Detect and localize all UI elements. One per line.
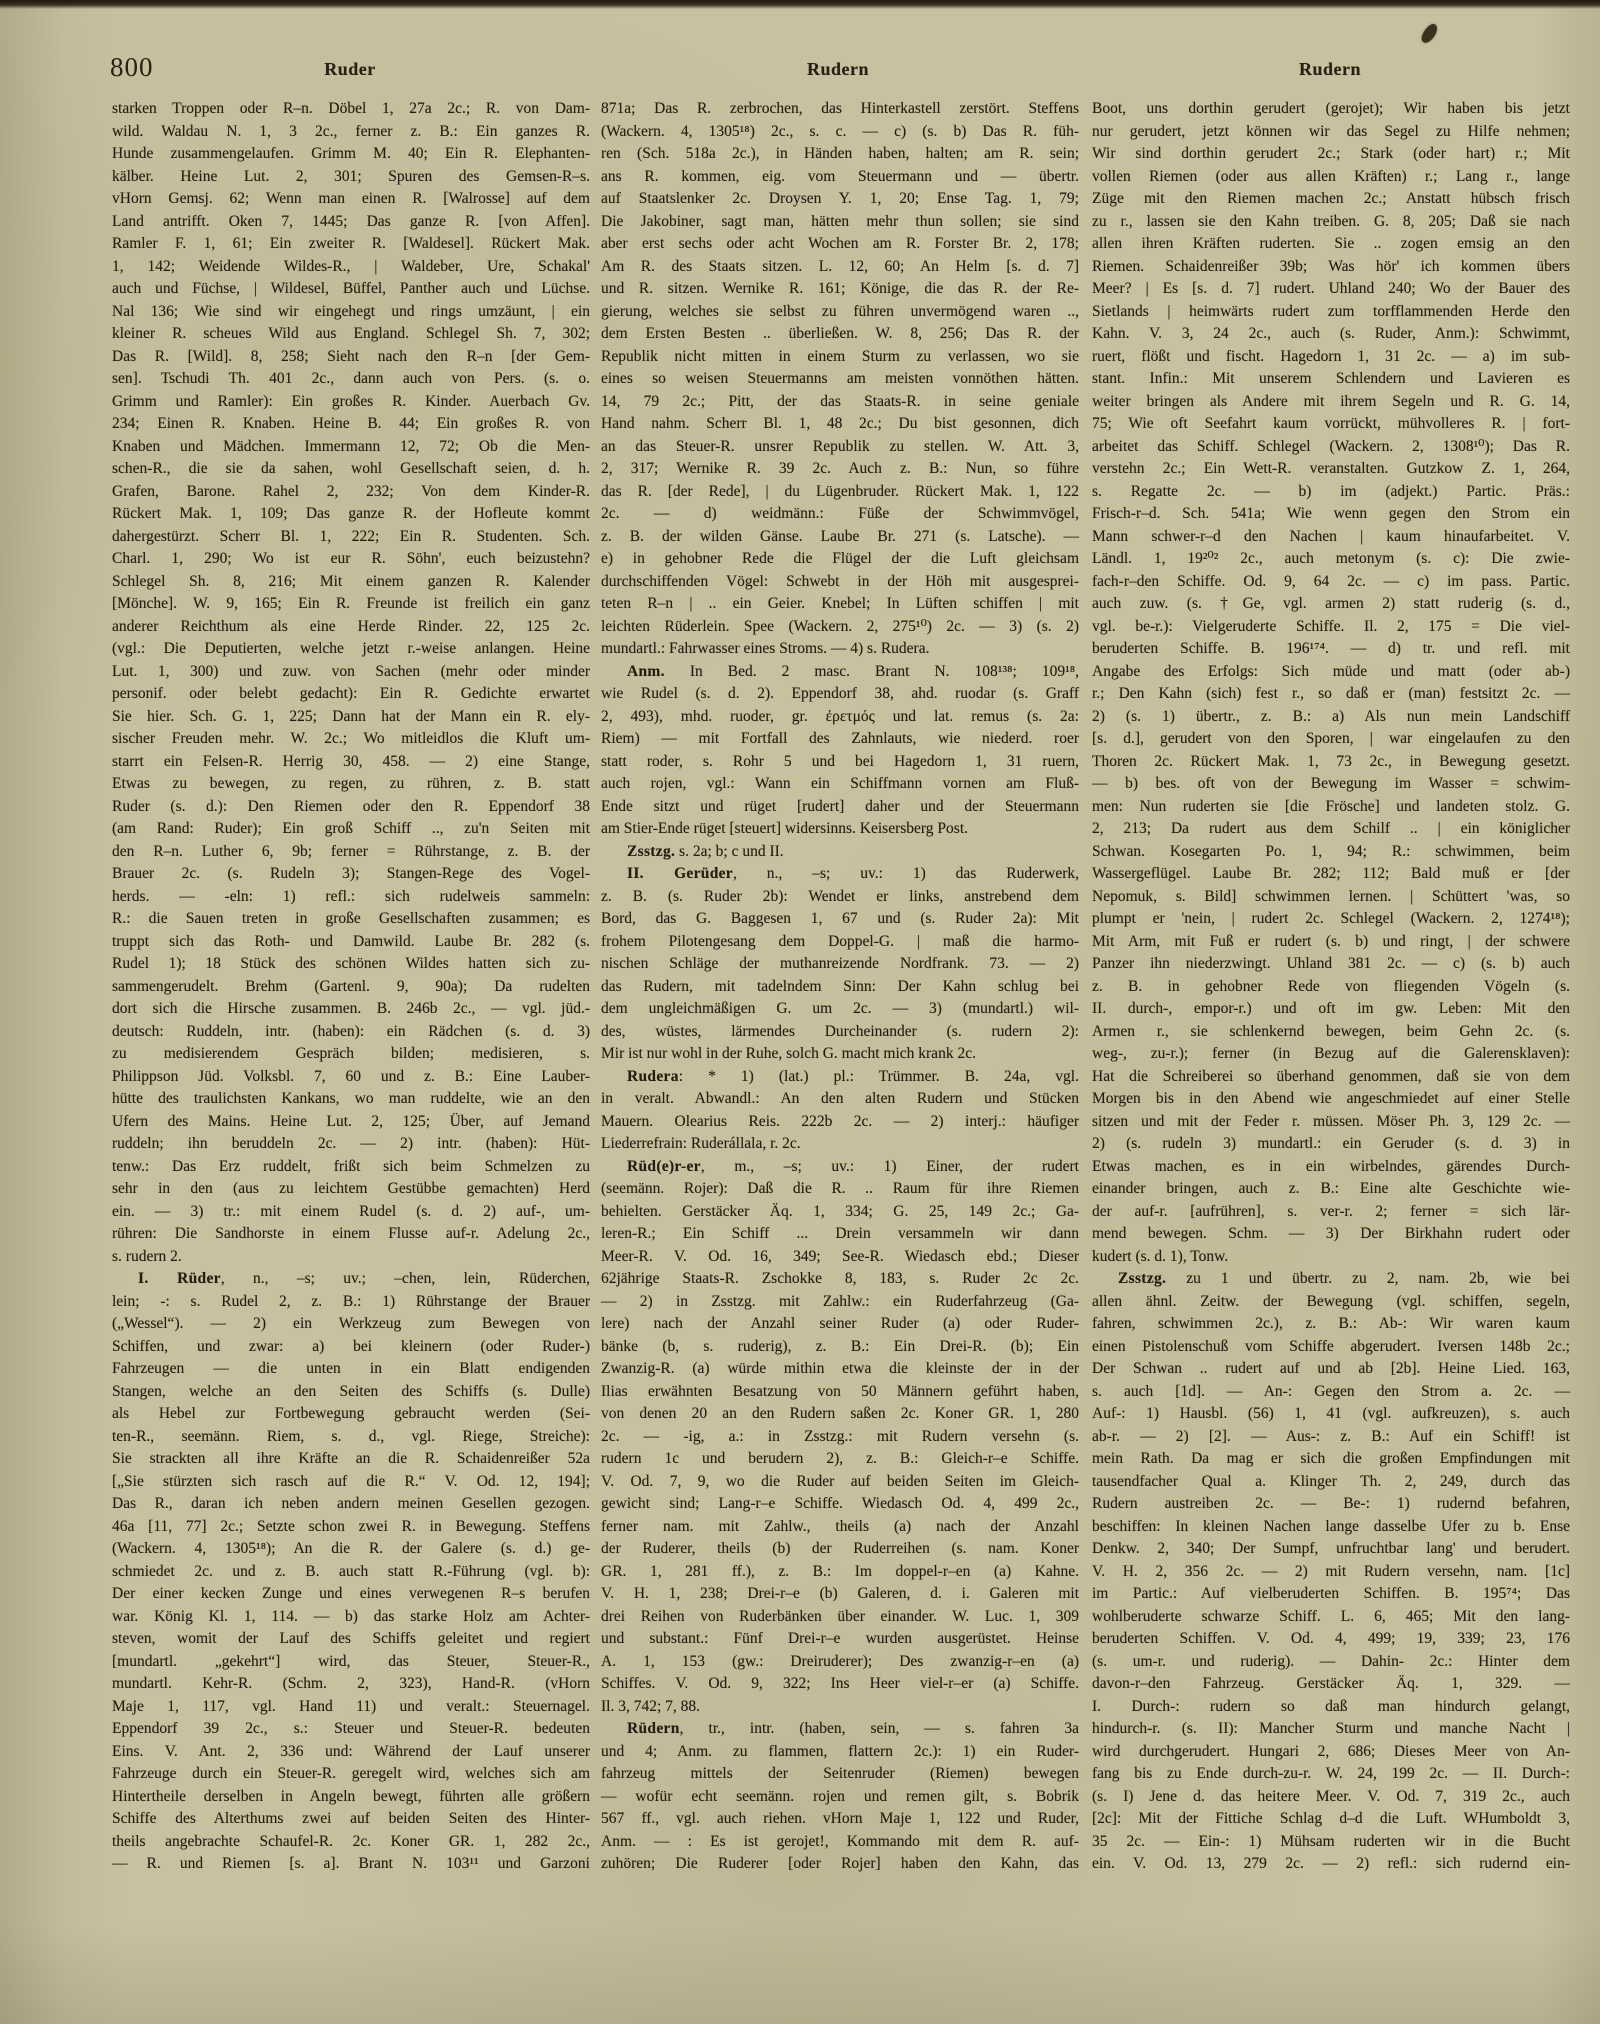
text-line: Schlegel Sh. 8, 216; Mit einem ganzen R. Kalender (112, 572, 590, 590)
text-line: kudert (s. d. 1), Tonw. (1092, 1247, 1229, 1265)
text-line: vHorn Gemsj. 62; Wenn man einen R. [Walrosse] auf dem (112, 190, 590, 207)
text-line: Morgen bis in den Abend wie angeschmiedet auf einer Stelle (1092, 1090, 1570, 1107)
text-line: nur gerudert, jetzt können wir das Segel zu Hilfe nehmen; (1092, 122, 1570, 140)
ink-blot (1419, 22, 1440, 45)
text-line: war. König Kl. 1, 114. — b) das starke Holz am Achter- (112, 1607, 590, 1625)
text-line: drei Reihen von Ruderbänken über einander. W. Luc. 1, 309 (601, 1607, 1079, 1625)
text-line: mend bewegen. Schm. — 3) Der Birkhahn rudert oder (1092, 1225, 1570, 1242)
text-line: beruderten Schiffen. V. Od. 4, 499; 19, 339; 23, 176 (1092, 1630, 1570, 1647)
text-line: Das R. [Wild]. 8, 258; Sieht nach den R–n [der Gem- (112, 347, 590, 365)
text-line: starken Troppen oder R–n. Döbel 1, 27a 2c.; R. von Dam- (112, 100, 590, 117)
text-line: ab-r. — 2) [2]. — Aus-: z. B.: Auf ein Schiff! ist (1092, 1427, 1570, 1445)
text-line: dem ungleichmäßigen G. um 2c. — 3) (mundartl.) wil- (601, 1000, 1079, 1017)
text-line: (Wackern. 4, 1305¹⁸) 2c., s. c. — c) (s. b) Das R. füh- (601, 122, 1079, 140)
text-line: Thoren 2c. Rückert Mak. 1, 73 2c., in Bewegung gesetzt. (1092, 752, 1570, 770)
text-line: Hunde zusammengelaufen. Grimm M. 40; Ein R. Elephanten- (112, 145, 590, 162)
text-line: behielten. Gerstäcker Äq. 1, 334; G. 25, 149 2c.; Ga- (601, 1202, 1079, 1220)
text-line: — R. und Riemen [s. a]. Brant N. 103¹¹ und Garzoni (112, 1855, 590, 1872)
text-line: schmiedet 2c. und z. B. auch statt R.-Führung (vgl. b): (112, 1562, 590, 1580)
text-line: [Mönche]. W. 9, 165; Ein R. Freunde ist freilich ein ganz (112, 595, 590, 612)
text-line: stant. Infin.: Mit unserem Schlendern und Lavieren es (1092, 370, 1570, 387)
text-line: sammengerudelt. Brehm (Gartenl. 9, 90a); Da rudelten (112, 977, 590, 995)
text-line: Knaben und Mädchen. Immermann 12, 72; Ob die Men- (112, 437, 590, 455)
text-line: Hintertheile derselben in Angeln bewegt, führten alle größern (112, 1787, 590, 1805)
text-line: lere) nach der Anzahl seiner Ruder (a) oder Ruder- (601, 1315, 1079, 1332)
text-line: Maje 1, 117, vgl. Hand 11) und veralt.: Steuernagel. (112, 1697, 590, 1715)
text-line: ferner nam. mit Zahlw., theils (a) nach der Anzahl (601, 1517, 1079, 1535)
text-line: Rudern austreiben 2c. — Be-: 1) rudernd befahren, (1092, 1495, 1570, 1512)
text-line: 2, 317; Wernike R. 39 2c. Auch z. B.: Nun, so führe (601, 460, 1079, 477)
text-line: dort sich die Hirsche zusammen. B. 246b 2c., — vgl. jüd.- (112, 1000, 590, 1017)
text-line: z. B. der wilden Gänse. Laube Br. 271 (s. Latsche). — (601, 527, 1079, 545)
text-line: R.: die Sauen treten in große Gesellschaften zusammen; es (112, 910, 590, 927)
text-line: 35 2c. — Ein-: 1) Mühsam ruderten wir in die Bucht (1092, 1832, 1570, 1850)
text-line: theils angebrachte Schaufel-R. 2c. Koner GR. 1, 282 2c., (112, 1832, 590, 1850)
text-line: als Hebel zur Fortbewegung gebraucht werden (Sei- (112, 1405, 590, 1422)
text-line: ren (Sch. 518a 2c.), in Händen haben, halten; am R. sein; (601, 145, 1079, 162)
paragraph (601, 661, 1079, 841)
text-line: bänke (b, s. ruderig), z. B.: Ein Drei-R. (b); Ein (601, 1337, 1079, 1355)
text-line: Meer? | Es [s. d. 7] rudert. Uhland 240; Wo der Bauer des (1092, 280, 1570, 297)
text-line: 2c. — d) weidmänn.: Füße der Schwimmvögel, (601, 505, 1079, 522)
text-line: 46a [11, 77] 2c.; Setzte schon zwei R. in Bewegung. Steffens (112, 1517, 590, 1535)
text-line: vgl. be-r.): Vielgeruderte Schiffe. Il. 2, 175 = Die viel- (1092, 617, 1570, 635)
text-line: das R. [der Rede], | du Lügenbruder. Rückert Mak. 1, 122 (601, 482, 1079, 500)
text-line: verstehn 2c.; Ein Wett-R. veranstalten. Gutzkow Z. 1, 264, (1092, 460, 1570, 477)
text-line: Am R. des Staats sitzen. L. 12, 60; An Helm [s. d. 7] (601, 257, 1079, 275)
text-line: Brauer 2c. (s. Rudeln 3); Stangen-Rege des Vogel- (112, 865, 590, 882)
text-line: Charl. 1, 290; Wo ist eur R. Söhn', euch beizustehn? (112, 550, 590, 567)
text-line: einander bringen, auch z. B.: Eine alte Geschichte wie- (1092, 1180, 1570, 1197)
text-line: Lut. 1, 300) und zuw. von Sachen (mehr oder minder (112, 662, 590, 680)
text-line: tenw.: Das Erz ruddelt, frißt sich beim Schmelzen zu (112, 1157, 590, 1175)
text-line: und R. sitzen. Wernike R. 161; Könige, die das R. der Re- (601, 280, 1079, 297)
text-line: II. durch-, empor-r.) und oft im gw. Leben: Mit den (1092, 1000, 1570, 1017)
text-line: I. Rüder, n., –s; uv.; –chen, lein, Rüderchen, (138, 1270, 590, 1287)
text-line: Fahrzeugen — die unten in ein Blatt endigenden (112, 1360, 590, 1377)
running-title-center: Rudern (806, 59, 870, 79)
text-line: Auf-: 1) Hausbl. (56) 1, 41 (vgl. aufkreuzen), s. auch (1092, 1405, 1570, 1422)
text-line: (Wackern. 4, 1305¹⁸); An die R. der Galere (s. d.) ge- (112, 1540, 590, 1557)
text-line: leichten Rüderlein. Spee (Wackern. 2, 275¹⁰) 2c. — 3) (s. 2) (601, 617, 1079, 635)
text-line: auch rojen, vgl.: Wann ein Schiffmann vornen am Fluß- (601, 775, 1079, 792)
text-line: [s. d.], gerudert von den Sporen, | war eingelaufen zu den (1092, 730, 1570, 747)
text-line: anderer Reichthum als eine Herde Rinder. 22, 125 2c. (112, 617, 590, 635)
text-line: personif. oder belebt gedacht): Ein R. Gedichte erwartet (112, 685, 590, 702)
text-line: Land antrifft. Oken 7, 1445; Das ganze R. [von Affen]. (112, 212, 590, 230)
text-line: und 4; Anm. zu flammen, flattern 2c.): 1) ein Ruder- (601, 1742, 1079, 1760)
text-line: Nal 136; Wie sind wir eingehegt und rings umzäunt, | ein (112, 302, 590, 320)
text-line: dahergestürzt. Scherr Bl. 1, 222; Ein R. Studenten. Sch. (112, 527, 590, 545)
text-line: Wassergeflügel. Laube Br. 282; 112; Bald muß er [der (1092, 865, 1570, 882)
text-line: Denkw. 2, 340; Der Sumpf, unfruchtbar lang' und berudert. (1092, 1540, 1570, 1557)
text-line: — 2) in Zsstzg. mit Zahlw.: ein Ruderfahrzeug (Ga- (601, 1292, 1079, 1310)
text-line: Etwas zu bewegen, zu regen, zu rühren, z. B. statt (112, 775, 590, 792)
text-line: der Ruderer, theils (b) der Ruderreihen (s. nam. Koner (601, 1540, 1079, 1557)
text-line: weg-, zu-r.); ferner (in Bezug auf die Galerensklaven): (1092, 1045, 1570, 1062)
entry-headword: Zsstzg. (627, 842, 676, 860)
text-line: Züge mit den Riemen machen 2c.; Anstatt hübsch frisch (1092, 190, 1570, 207)
text-line: (am Rand: Ruder); Ein groß Schiff .., zu'n Seiten mit (112, 820, 590, 837)
running-title-right: Rudern (1298, 59, 1362, 79)
text-line: auch und Füchse, | Wildesel, Büffel, Panther auch und Lüchse. (112, 280, 590, 297)
text-line: sitzen und mit der Feder r. müssen. Möser Ph. 3, 129 2c. — (1092, 1112, 1570, 1130)
text-column-left (112, 98, 590, 1876)
text-line: Kahn. V. 3, 24 2c., auch (s. Ruder, Anm.): Schwimmt, (1092, 325, 1570, 342)
text-line: und substant.: Fünf Drei-r–e wurden ausgerüstet. Heinse (601, 1630, 1079, 1647)
text-line: — b) bes. oft von der Bewegung im Wasser = schwim- (1092, 775, 1570, 792)
text-line: plumpt er 'nein, | rudert 2c. Schlegel (Wackern. 2, 1274¹⁸); (1092, 910, 1570, 927)
text-line: von denen 20 an den Rudern saßen 2c. Koner GR. 1, 280 (601, 1405, 1079, 1422)
text-line: Rudera: * 1) (lat.) pl.: Trümmer. B. 24a, vgl. (627, 1067, 1079, 1085)
entry-headword: II. Gerüder (627, 865, 733, 882)
text-line: durchschiffenden Vögel: Schwebt in der Höh mit ausgesprei- (601, 572, 1079, 590)
text-line: deutsch: Ruddeln, intr. (haben): ein Rädchen (s. d. 3) (112, 1022, 590, 1040)
text-line: rühren: Die Sandhorste in einem Flusse auf-r. Adelung 2c., (112, 1225, 590, 1242)
text-line: aber erst sechs oder acht Wochen am R. Forster Br. 2, 178; (601, 235, 1079, 252)
text-line: mein Rath. Da mag er sich die großen Empfindungen mit (1092, 1450, 1570, 1467)
text-line: z. B. in gehobner Rede von fliegenden Vögeln (s. (1092, 977, 1570, 995)
text-line: fach-r–den Schiffe. Od. 9, 64 2c. — c) im pass. Partic. (1092, 572, 1570, 590)
text-line: [„Sie stürzten sich rasch auf die R.“ V. Od. 12, 194]; (112, 1472, 590, 1490)
text-line: Ramler F. 1, 61; Ein zweiter R. [Waldesel]. Rückert Mak. (112, 235, 590, 252)
text-column-center (601, 98, 1079, 1876)
text-line: 14, 79 2c.; Pitt, der das Staats-R. in seine geniale (601, 392, 1079, 410)
text-line: vollen Riemen (oder aus allen Kräften) r.; Lang r., lange (1092, 167, 1570, 185)
text-line: zu r., lassen sie den Kahn treiben. G. 8, 205; Daß sie nach (1092, 212, 1570, 230)
text-line: ruert, flößt und fischt. Hagedorn 1, 31 2c. — a) im sub- (1092, 347, 1570, 365)
text-line: Ländl. 1, 19²⁰² 2c., auch metonym (s. c): Die zwie- (1092, 550, 1570, 567)
entry-headword: I. Rüder (138, 1270, 221, 1287)
text-line: Anm. In Bed. 2 masc. Brant N. 108¹³⁸; 109¹⁸, (627, 662, 1079, 680)
text-line: Der einer kecken Zunge und eines verwegenen R–s berufen (112, 1585, 590, 1602)
text-line: Stangen, welche an den Seiten des Schiffs (s. Dulle) (112, 1382, 590, 1400)
text-line: kleiner R. scheues Wild aus England. Schlegel Sh. 7, 302; (112, 325, 590, 342)
text-line: Boot, uns dorthin gerudert (gerojet); Wir haben bis jetzt (1092, 100, 1570, 117)
paragraph (601, 863, 1079, 1066)
text-line: (vgl.: Die Deputierten, welche jetzt r.-weise anlangen. Heine (112, 640, 590, 657)
text-line: [mundartl. „gekehrt“] wird, das Steuer, Steuer-R., (112, 1652, 590, 1670)
entry-headword: Zsstzg. (1118, 1270, 1167, 1287)
entry-headword: Rudera (627, 1067, 679, 1085)
text-line: fahrzeug mittels der Seitenruder (Riemen) bewegen (601, 1765, 1079, 1782)
text-line: im Partic.: Auf vielberuderten Schiffen. B. 195⁷⁴; Das (1092, 1585, 1570, 1602)
paragraph (601, 1066, 1079, 1156)
text-line: r.; Den Kahn (sich) fest r., so daß er (man) festsitzt 2c. — (1092, 685, 1570, 702)
text-line: Etwas machen, es in ein wirbelndes, gärendes Durch- (1092, 1157, 1570, 1175)
text-line: s. rudern 2. (112, 1247, 182, 1265)
text-line: wird durchgerudert. Hungari 2, 686; Dieses Meer von An- (1092, 1742, 1570, 1760)
text-line: (s. um-r. und ruderig). — Dahin- 2c.: Hinter dem (1092, 1652, 1570, 1670)
text-line: beschiffen: In kleinen Nachen lange dasselbe Ufer zu b. Ense (1092, 1517, 1570, 1535)
text-line: 2) (s. 1) übertr., z. B.: a) Als nun mein Landschiff (1092, 707, 1570, 725)
text-line: an das Steuer-R. unsrer Republik zu stellen. W. Att. 3, (601, 437, 1079, 455)
text-line: Rüd(e)r-er, m., –s; uv.: 1) Einer, der rudert (627, 1157, 1079, 1175)
text-line: dem Ersten Besten .. überließen. W. 8, 256; Das R. der (601, 325, 1079, 342)
text-line: mundartl.: Fahrwasser eines Stroms. — 4) s. Rudera. (601, 640, 930, 657)
text-line: Hand nahm. Scherr Bl. 1, 48 2c.; Du bist gesonnen, dich (601, 415, 1079, 432)
text-line: Liederrefrain: Ruderállala, r. 2c. (601, 1135, 801, 1152)
text-line: („Wessel“). — 2) ein Werkzeug zum Bewegen von (112, 1315, 590, 1332)
text-line: sen]. Tschudi Th. 401 2c., dann auch von Pers. (s. o. (112, 370, 590, 387)
text-line: steven, womit der Lauf des Schiffs geleitet und regiert (112, 1630, 590, 1647)
text-line: e) in gehobner Rede die Flügel der die Luft gleichsam (601, 550, 1079, 567)
entry-headword: Anm. (627, 662, 665, 680)
text-line: nischen Schläge der muthanreizende Nordfrank. 73. — 2) (601, 955, 1079, 972)
text-line: men: Nun ruderten sie [die Frösche] und landeten stolz. G. (1092, 797, 1570, 815)
text-line: Il. 3, 742; 7, 88. (601, 1697, 701, 1715)
text-line: s. Regatte 2c. — b) im (adjekt.) Partic. Präs.: (1092, 482, 1570, 500)
text-line: Rudel 1); 18 Stück des schönen Wildes hatten sich zu- (112, 955, 590, 972)
text-line: Panzer ihn niederzwingt. Uhland 381 2c. — c) (s. b) auch (1092, 955, 1570, 972)
text-line: Rüdern, tr., intr. (haben, sein, — s. fahren 3a (627, 1720, 1079, 1737)
text-line: ans R. kommen, eig. vom Steuermann und — übertr. (601, 167, 1079, 185)
text-column-right (1092, 98, 1570, 1876)
text-line: hindurch-r. (s. II): Mancher Sturm und manche Nacht | (1092, 1720, 1570, 1737)
text-line: — wofür echt seemänn. rojen und remen gilt, s. Bobrik (601, 1787, 1079, 1805)
text-line: des, wüstes, lärmendes Durcheinander (s. rudern 2): (601, 1022, 1079, 1040)
text-line: auch zuw. (s. †Ge, vgl. armen 2) statt ruderig (s. d., (1092, 595, 1570, 612)
text-line: II. Gerüder, n., –s; uv.: 1) das Ruderwerk, (627, 865, 1079, 882)
text-line: Riem) — mit Fortfall des Zahnlauts, wie niederd. roer (601, 730, 1079, 747)
text-line: Fahrzeuge durch ein Steuer-R. geregelt wird, welches sich am (112, 1765, 590, 1782)
text-line: 62jährige Staats-R. Zschokke 8, 183, s. Ruder 2c 2c. (601, 1270, 1079, 1287)
text-line: starrt ein Felsen-R. Herrig 30, 458. — 2) eine Stange, (112, 752, 590, 770)
text-line: Republik nicht mitten in einem Sturm zu verlassen, wo sie (601, 347, 1079, 365)
text-line: schen-R., die sie da sahen, wohl Gesellschaft seien, d. h. (112, 460, 590, 477)
text-line: tausendfacher Qual a. Klinger Th. 2, 249, durch das (1092, 1472, 1570, 1490)
text-line: Ende sitzt und rüget [rudert] daher und der Steuermann (601, 797, 1079, 815)
text-line: ruddeln; ihn beruddeln 2c. — 2) intr. (haben): Hüt- (112, 1135, 590, 1152)
text-line: Wir sind dorthin gerudert 2c.; Stark (oder hart) r.; Mit (1092, 145, 1570, 162)
text-line: 567 ff., vgl. auch riehen. vHorn Maje 1, 122 und Ruder, (601, 1810, 1079, 1827)
page-number: 800 (110, 52, 154, 82)
text-line: sehr in den (aus zu leichtem Gestübbe gemachten) Herd (112, 1180, 590, 1197)
text-line: Riemen. Schaidenreißer 39b; Was hör' ich kommen übers (1092, 257, 1570, 275)
text-line: fahren, schwimmen 2c.), z. B.: Ab-: Wir waren kaum (1092, 1315, 1570, 1332)
text-line: in veralt. Abwandl.: An den alten Rudern und Stücken (601, 1090, 1079, 1107)
text-line: Ufern des Mains. Heine Lut. 2, 125; Über, auf Jemand (112, 1112, 590, 1130)
text-line: Grimm und Ramler): Ein großes R. Kinder. Auerbach Gv. (112, 392, 590, 410)
text-line: Mit Arm, mit Fuß er rudert (s. b) und ringt, | der schwere (1092, 932, 1570, 950)
text-line: Eppendorf 39 2c., s.: Steuer und Steuer-R. bedeuten (112, 1720, 590, 1737)
text-line: 234; Einen R. Knaben. Heine B. 44; Ein großes R. von (112, 415, 590, 432)
text-line: truppt sich das Roth- und Damwild. Laube Br. 282 (s. (112, 932, 590, 950)
text-line: Rückert Mak. 1, 109; Das ganze R. der Hofleute kommt (112, 505, 590, 522)
text-line: ein. — 3) tr.: mit einem Rudel (s. d. 2) auf-, um- (112, 1202, 590, 1220)
text-line: frohem Pilotengesang dem Doppel-G. | maß die harmo- (601, 932, 1079, 950)
text-line: Meer-R. V. Od. 16, 349; See-R. Wiedasch ebd.; Dieser (601, 1247, 1079, 1265)
text-line: das Rudern, mit tadelndem Sinn: Der Kahn schlug bei (601, 977, 1079, 995)
text-line: Angabe des Erfolgs: Sich müde und matt (oder ab-) (1092, 662, 1570, 680)
text-line: sischer Freuden mehr. W. 2c.; Wo mitleidlos die Kluft um- (112, 730, 590, 747)
text-line: allen ähnl. Zeitw. der Bewegung (vgl. schiffen, segeln, (1092, 1292, 1570, 1310)
text-line: teten R–n | .. ein Geier. Knebel; In Lüften schiffen | mit (601, 595, 1079, 612)
text-line: Mauern. Olearius Reis. 222b 2c. — 2) interj.: häufiger (601, 1112, 1079, 1130)
paragraph (112, 98, 590, 1268)
text-line: A. 1, 153 (gw.: Dreiruderer); Des zwanzig-r–en (a) (601, 1652, 1079, 1670)
text-line: gewicht sind; Lang-r–e Schiffe. Wiedasch Od. 4, 499 2c., (601, 1495, 1079, 1512)
text-line: Eins. V. Ant. 2, 336 und: Während der Lauf unserer (112, 1742, 590, 1760)
paragraph (601, 1718, 1079, 1876)
text-line: Mann schwer-r–d den Nachen | kaum hinaufarbeitet. V. (1092, 527, 1570, 545)
running-head (0, 52, 1600, 88)
text-line: (seemänn. Rojer): Daß die R. .. Raum für ihre Riemen (601, 1180, 1079, 1197)
text-line: wie Rudel (s. d. 2). Eppendorf 38, ahd. ruodar (s. Graff (601, 685, 1079, 702)
text-line: 75; Wie oft Seefahrt kaum vorrückt, mühvolleres R. | fort- (1092, 415, 1570, 432)
text-line: (s. I) Jene d. das heitere Meer. V. Od. 7, 319 2c., auch (1092, 1787, 1570, 1805)
text-line: 1, 142; Weidende Wildes-R., | Waldeber, Ure, Schakal' (112, 257, 590, 275)
text-line: Bord, das G. Baggesen 1, 67 und (s. Ruder 2a): Mit (601, 910, 1079, 927)
text-line: Armen r., sie schlenkernd bewegen, beim Gehn 2c. (s. (1092, 1022, 1570, 1040)
text-line: ten-R., seemänn. Riem, s. d., vgl. Riege, Streiche): (112, 1427, 590, 1445)
text-line: Hat die Schreiberei so überhand genommen, daß sie von dem (1092, 1067, 1570, 1085)
text-line: 2) (s. rudeln 3) mundartl.: ein Geruder (s. d. 3) in (1092, 1135, 1570, 1152)
text-line: V. H. 2, 356 2c. — 2) mit Rudern versehn, nam. [1c] (1092, 1562, 1570, 1580)
text-line: gierung, welches sie selbst zu führen unvermögend waren .., (601, 302, 1079, 320)
text-line: statt roder, s. Rohr 5 und bei Hagedorn 1, 31 ruern, (601, 752, 1079, 770)
text-line: Zwanzig-R. (a) würde mithin etwa die kleinste der in der (601, 1360, 1079, 1377)
text-line: V. Od. 7, 9, wo die Ruder auf beiden Seiten im Gleich- (601, 1472, 1079, 1490)
text-line: leren-R.; Ein Schiff ... Drein versammeln wir dann (601, 1225, 1079, 1242)
paragraph (112, 1268, 590, 1876)
text-line: auf Staatslenker 2c. Droysen Y. 1, 20; Ense Tag. 1, 79; (601, 190, 1079, 207)
text-line: zuhören; Die Ruderer [oder Rojer] haben den Kahn, das (601, 1855, 1079, 1872)
text-line: Schwan. Kosegarten Po. 1, 94; R.: schwimmen, beim (1092, 842, 1570, 860)
text-line: Der Schwan .. rudert auf und ab [2b]. Heine Lied. 163, (1092, 1360, 1570, 1377)
entry-headword: Rüdern (627, 1720, 680, 1737)
text-line: V. H. 1, 238; Drei-r–e (b) Galeren, d. i. Galeren mit (601, 1585, 1079, 1602)
text-line: am Stier-Ende rüget [steuert] widersinns. Keisersberg Post. (601, 820, 969, 837)
scan-edge (0, 0, 1600, 9)
text-line: z. B. (s. Ruder 2b): Wendet er links, anstrebend dem (601, 887, 1079, 905)
text-line: I. Durch-: rudern so daß man hindurch gelangt, (1092, 1697, 1570, 1715)
text-line: Nepomuk, s. Bild] schwimmen lernen. | Schüttert 'was, so (1092, 887, 1570, 905)
text-line: der auf-r. [aufrühren], s. ver-r. 2; ferner = sich lär- (1092, 1202, 1570, 1220)
paragraph (1092, 1268, 1570, 1876)
text-line: davon-r–den Fahrzeug. Gerstäcker Äq. 1, 329. — (1092, 1675, 1570, 1692)
text-line: Die Jakobiner, sagt man, hätten mehr thun sollen; sie sind (601, 212, 1079, 230)
text-line: den R–n. Luther 6, 9b; ferner = Rührstange, z. B. der (112, 842, 590, 860)
text-line: herds. — -eln: 1) refl.: sich rudelweis sammeln: (112, 887, 590, 905)
text-line: allen ihren Kräften ruderten. Sie .. zogen emsig an den (1092, 235, 1570, 252)
text-line: weiter bringen als Andere mit ihrem Segeln und R. G. 14, (1092, 392, 1570, 410)
text-line: wild. Waldau N. 1, 3 2c., ferner z. B.: Ein ganzes R. (112, 122, 590, 140)
text-line: einen Pistolenschuß vom Schiffe abgerudert. Iversen 148b 2c.; (1092, 1337, 1570, 1355)
text-line: GR. 1, 281 ff.), z. B.: Im doppel-r–en (a) Kahne. (601, 1562, 1079, 1580)
paragraph (601, 1156, 1079, 1719)
text-line: Philippson Jüd. Volksbl. 7, 60 und z. B.: Eine Lauber- (112, 1067, 590, 1085)
entry-headword: Rüd(e)r-er (627, 1157, 701, 1175)
text-line: 2c. — -ig, a.: in Zsstzg.: mit Rudern versehn (s. (601, 1427, 1079, 1445)
text-line: zu medisierendem Gespräch bilden; medisieren, s. (112, 1045, 590, 1062)
text-line: Zsstzg. zu 1 und übertr. zu 2, nam. 2b, wie bei (1118, 1270, 1570, 1287)
text-line: rudern 1c und berudern 2), z. B.: Gleich-r–e Schiffe. (601, 1450, 1079, 1467)
text-line: 871a; Das R. zerbrochen, das Hinterkastell zerstört. Steffens (601, 100, 1079, 117)
text-line: 2, 493), mhd. ruoder, gr. ἐρετμός und lat. remus (s. 2a: (601, 707, 1079, 725)
text-line: Sie hier. Sch. G. 1, 225; Dann hat der Mann ein R. ely- (112, 707, 590, 725)
text-line: ein. V. Od. 13, 279 2c. — 2) refl.: sich rudernd ein- (1092, 1855, 1570, 1872)
text-line: Mir ist nur wohl in der Ruhe, solch G. macht mich krank 2c. (601, 1045, 976, 1062)
text-line: beruderten Schiffe. B. 196¹⁷⁴. — d) tr. und refl. mit (1092, 640, 1570, 657)
text-line: Sietlands | heimwärts rudert zum torfflammenden Herde den (1092, 302, 1570, 320)
text-line: Schiffe des Alterthums zwei auf beiden Seiten des Hinter- (112, 1810, 590, 1827)
text-line: [2c]: Mit der Fittiche Schlag d–d die Luft. WHumboldt 3, (1092, 1810, 1570, 1827)
text-line: wohlberuderte schwarze Schiff. L. 6, 465; Mit den lang- (1092, 1607, 1570, 1625)
text-line: Ruder (s. d.): Den Riemen oder den R. Eppendorf 38 (112, 797, 590, 815)
text-line: Schiffen, und zwar: a) bei kleinern (oder Ruder-) (112, 1337, 590, 1355)
text-line: Ilias erwähnten Besatzung von 50 Männern geführt haben, (601, 1382, 1079, 1400)
text-line: lein; -: s. Rudel 2, z. B.: 1) Rührstange der Brauer (112, 1292, 590, 1310)
text-line: Anm. — : Es ist gerojet!, Kommando mit dem R. auf- (601, 1832, 1079, 1850)
running-title-left: Ruder (324, 59, 376, 79)
text-line: hütte des traulichsten Kankans, wo man ruddelte, wie an den (112, 1090, 590, 1107)
paragraph (1092, 98, 1570, 1268)
text-line: Grafen, Barone. Rahel 2, 232; Von dem Kinder-R. (112, 482, 590, 500)
text-line: kälber. Heine Lut. 2, 301; Spuren des Gemsen-R–s. (112, 167, 590, 185)
text-line: Das R., daran ich neben andern meinen Gesellen gezogen. (112, 1495, 590, 1512)
text-line: mundartl. Kehr-R. (Schm. 2, 323), Hand-R. (vHorn (112, 1675, 590, 1692)
text-line: fang bis zu Ende durch-zu-r. W. 24, 199 2c. — II. Durch-: (1092, 1765, 1570, 1782)
text-line: Zsstzg. s. 2a; b; c und II. (627, 842, 784, 860)
text-line: s. auch [1d]. — An-: Gegen den Strom a. 2c. — (1092, 1382, 1570, 1400)
text-line: Schiffes. V. Od. 9, 322; Ins Heer viel-r–er (a) Schiffe. (601, 1675, 1079, 1692)
text-line: 2, 213; Da rudert aus dem Schilf .. | ein königlicher (1092, 820, 1570, 837)
paragraph (601, 841, 1079, 864)
text-line: eines so weisen Steuermanns am meisten vonnöthen hätten. (601, 370, 1079, 387)
paragraph (601, 98, 1079, 661)
text-line: Frisch-r–d. Sch. 541a; Wie wenn gegen den Strom ein (1092, 505, 1570, 522)
text-line: Sie strackten all ihre Kräfte an die R. Schaidenreißer 52a (112, 1450, 590, 1467)
text-line: arbeitet das Schiff. Schlegel (Wackern. 2, 1308¹⁰); Das R. (1092, 437, 1570, 455)
